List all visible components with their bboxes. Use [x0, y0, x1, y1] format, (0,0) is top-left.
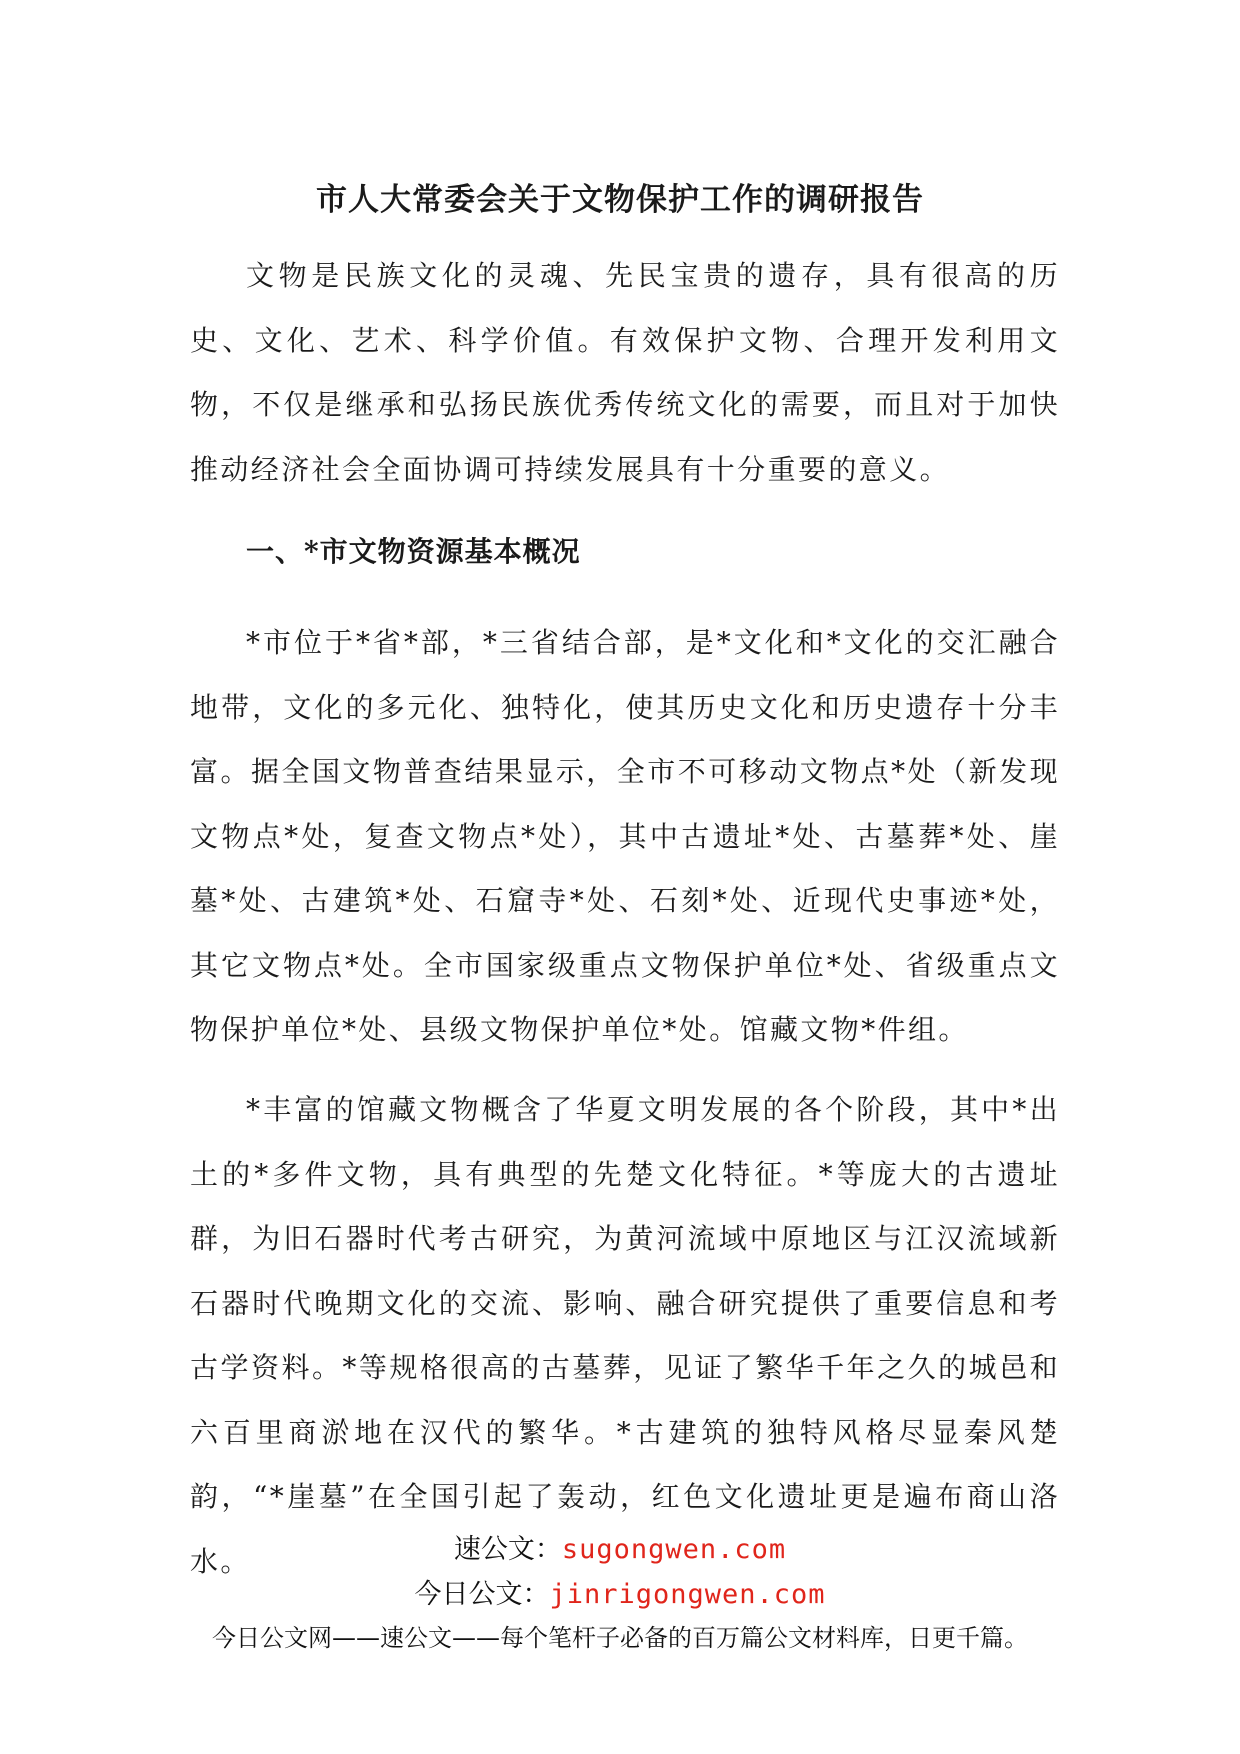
intro-paragraph: 文物是民族文化的灵魂、先民宝贵的遗存，具有很高的历史、文化、艺术、科学价值。有效保护文物、合理开发利用文物，不仅是继承和弘扬民族优秀传统文化的需要，而且对于加快推动经济社会全面协调可持续发展具有十分重要的意义。 [190, 259, 1060, 486]
section-heading-1: 一、*市文物资源基本概况 [246, 535, 581, 568]
footer-link-jinrigongwen[interactable]: jinrigongwen.com [549, 1579, 826, 1610]
footer-label-jinrigongwen: 今日公文： [414, 1579, 550, 1610]
page-title: 市人大常委会关于文物保护工作的调研报告 [316, 182, 924, 218]
collections-paragraph: *丰富的馆藏文物概含了华夏文明发展的各个阶段，其中*出土的*多件文物，具有典型的先楚文化特征。*等庞大的古遗址群，为旧石器时代考古研究，为黄河流域中原地区与江汉流域新石器时代晚期文化的交流、影响、融合研究提供了重要信息和考古学资料。*等规格很高的古墓葬，见证了繁华千年之久的城邑和六百里商淤地在汉代的繁华。*古建筑的独特风格尽显秦风楚韵，“*崖墓”在全国引起了轰动，红色文化遗址更是遍布商山洛水。 [190, 1093, 1060, 1578]
footer-slogan: 今日公文网——速公文——每个笔杆子必备的百万篇公文材料库，日更千篇。 [212, 1624, 1028, 1652]
footer-label-sugongwen: 速公文： [453, 1534, 562, 1565]
footer-line-sugongwen [0, 1530, 1240, 1570]
footer-line-jinrigongwen [0, 1575, 1240, 1615]
footer-link-sugongwen[interactable]: sugongwen.com [561, 1534, 787, 1565]
overview-paragraph: *市位于*省*部，*三省结合部，是*文化和*文化的交汇融合地带，文化的多元化、独特化，使其历史文化和历史遗存十分丰富。据全国文物普查结果显示，全市不可移动文物点*处（新发现文物点*处，复查文物点*处），其中古遗址*处、古墓葬*处、崖墓*处、古建筑*处、石窟寺*处、石刻*处、近现代史事迹*处，其它文物点*处。全市国家级重点文物保护单位*处、省级重点文物保护单位*处、县级文物保护单位*处。馆藏文物*件组。 [190, 626, 1060, 1046]
